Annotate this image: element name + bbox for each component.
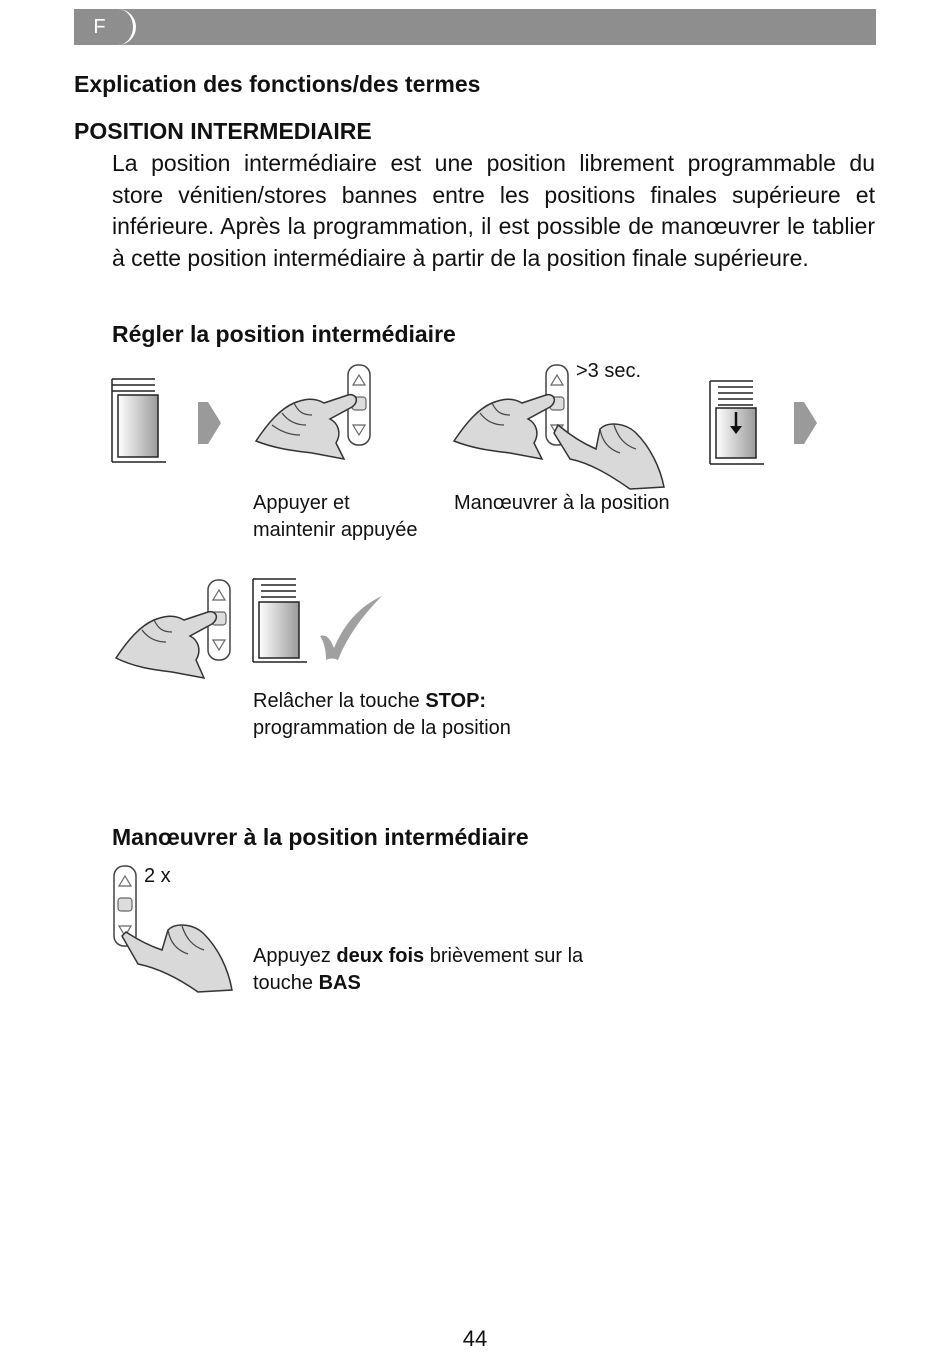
caption-text: Appuyez (253, 945, 337, 967)
caption-text: touche (253, 972, 319, 994)
blind-moving-down-icon (710, 380, 766, 466)
caption-bold-twice: deux fois (336, 945, 425, 967)
checkmark-icon (318, 594, 384, 662)
step3-caption (253, 688, 511, 742)
stop-key-label: STOP: (425, 690, 487, 712)
step1-caption-line2: maintenir appuyée (253, 519, 418, 541)
page-number: 44 (462, 1326, 488, 1351)
blind-top-position-icon (112, 378, 168, 464)
blind-intermediate-position-icon (253, 578, 309, 664)
move-position-caption (253, 943, 583, 997)
term-title: POSITION INTERMEDIAIRE (74, 118, 372, 144)
step3-caption-line2: programmation de la position (253, 717, 511, 739)
caption-text: brièvement sur la (424, 945, 584, 967)
down-key-label: BAS (318, 972, 361, 994)
hand-press-down-icon (112, 864, 237, 994)
step2-caption: Manœuvrer à la position (454, 492, 670, 514)
hand-release-stop-icon (112, 578, 237, 684)
arrow-right-icon (794, 398, 818, 448)
move-position-title: Manœuvrer à la position intermédiaire (112, 824, 529, 850)
language-badge: F (74, 9, 136, 45)
header-bar (74, 9, 876, 45)
section-title: Explication des fonctions/des termes (74, 71, 481, 97)
arrow-right-icon (198, 398, 222, 448)
term-description: La position intermédiaire est une position librement programmable du store vénitien/stores bannes entre les positions finales supérieure et inférieure. Après la programmation, il est possible de manœuvrer le tablier à cette position intermédiaire à partir de la position finale supérieure. (112, 150, 875, 271)
step1-caption-line1: Appuyer et (253, 492, 350, 514)
press-count-label: 2 x (144, 865, 171, 887)
duration-label: >3 sec. (576, 360, 642, 382)
set-position-title: Régler la position intermédiaire (112, 321, 456, 347)
hand-press-stop-icon (252, 363, 377, 465)
step3-caption-prefix: Relâcher la touche (253, 690, 426, 712)
hands-hold-and-move-icon (450, 363, 668, 491)
step1-caption (253, 490, 418, 544)
